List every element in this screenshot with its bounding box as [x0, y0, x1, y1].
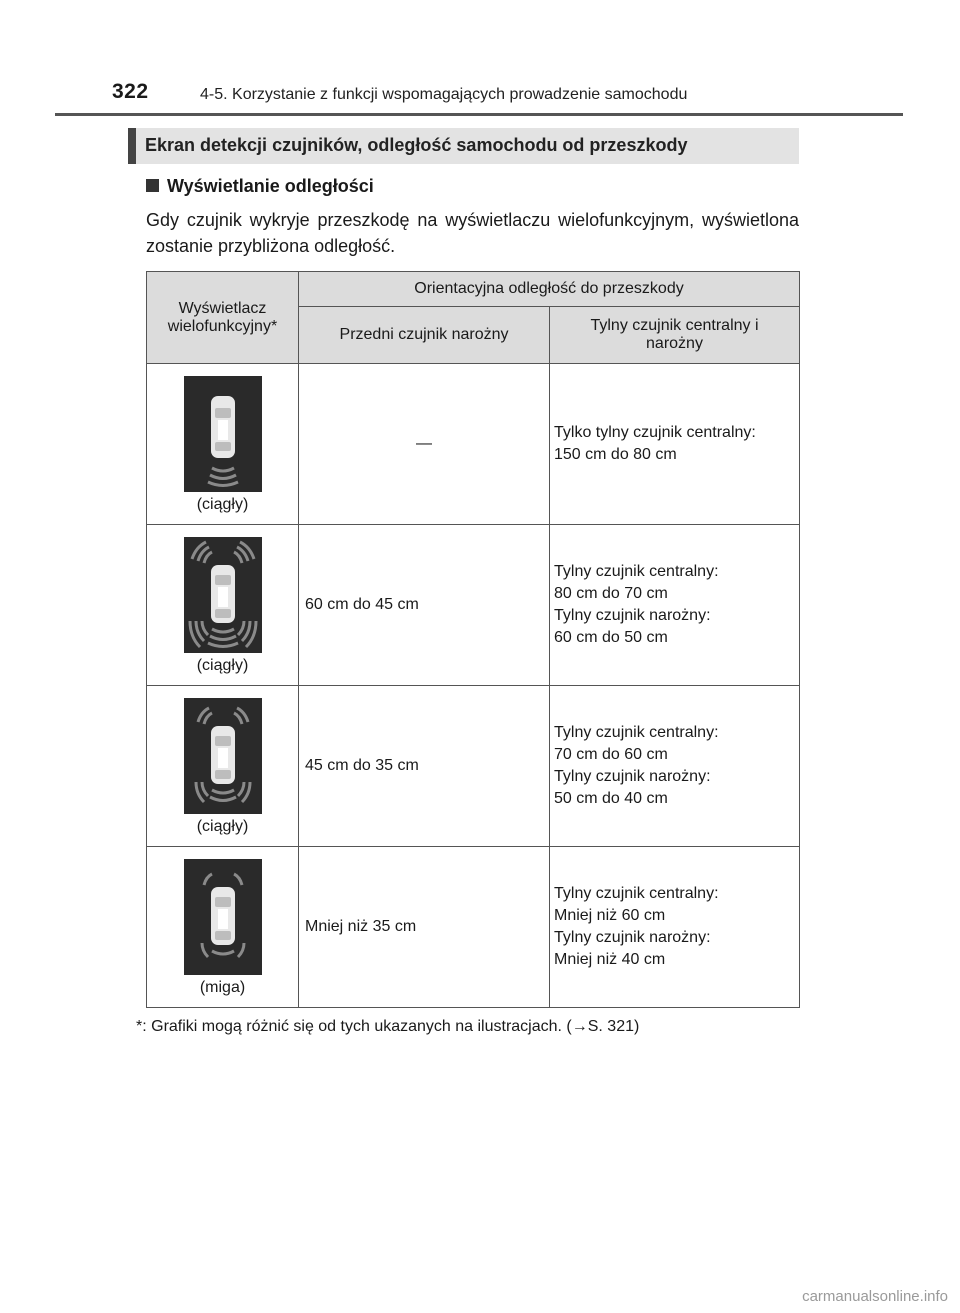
section-marker	[128, 128, 136, 164]
rear-line: Tylny czujnik narożny:	[554, 929, 711, 946]
header-distance: Orientacyjna odległość do przeszkody	[299, 272, 800, 307]
section-title: Ekran detekcji czujników, odległość samochodu od przeszkody	[145, 135, 688, 155]
rear-line: Tylny czujnik centralny:	[554, 885, 719, 902]
rear-line: 150 cm do 80 cm	[554, 446, 677, 463]
running-head: 4-5. Korzystanie z funkcji wspomagających prowadzenie samochodu	[200, 86, 688, 103]
rear-sensor-value	[550, 364, 800, 525]
rear-line: 80 cm do 70 cm	[554, 585, 668, 602]
rear-line: Tylko tylny czujnik centralny:	[554, 424, 756, 441]
rear-line: 50 cm do 40 cm	[554, 790, 668, 807]
car-display-rear-center-icon	[184, 376, 262, 492]
footnote: *: Grafiki mogą różnić się od tych ukazanych na ilustracjach. (→S. 321)	[136, 1018, 640, 1035]
header-display: Wyświetlacz wielofunkcyjny*	[147, 272, 299, 364]
rear-line: Tylny czujnik centralny:	[554, 724, 719, 741]
display-caption: (miga)	[199, 979, 246, 996]
header-rear-sensor-text: Tylny czujnik centralny i narożny	[590, 317, 759, 352]
subsection-heading	[146, 176, 374, 197]
section-heading-bar	[128, 128, 799, 164]
page-number: 322	[112, 80, 149, 103]
rear-line: Tylny czujnik centralny:	[554, 563, 719, 580]
rear-line: 60 cm do 50 cm	[554, 629, 668, 646]
display-cell	[147, 686, 299, 847]
rear-line: Mniej niż 40 cm	[554, 951, 666, 968]
table-row	[147, 686, 800, 847]
body-paragraph: Gdy czujnik wykryje przeszkodę na wyświetlaczu wielofunkcyjnym, wyświetlona zostanie przybliżona odległość.	[146, 210, 799, 256]
display-caption: (ciągły)	[196, 657, 249, 674]
watermark: carmanualsonline.info	[802, 1288, 948, 1305]
subsection-title: Wyświetlanie odległości	[167, 176, 374, 196]
rear-line: Mniej niż 60 cm	[554, 907, 666, 924]
display-cell	[147, 525, 299, 686]
header-divider	[55, 113, 903, 116]
rear-line: Tylny czujnik narożny:	[554, 768, 711, 785]
front-sensor-value: 45 cm do 35 cm	[299, 686, 550, 847]
display-cell	[147, 364, 299, 525]
table-row	[147, 364, 800, 525]
header-front-sensor: Przedni czujnik narożny	[299, 307, 550, 364]
square-bullet-icon	[146, 179, 159, 192]
table-row	[147, 847, 800, 1008]
car-display-all-sensors-mid-icon	[184, 698, 262, 814]
display-cell	[147, 847, 299, 1008]
rear-sensor-value	[550, 525, 800, 686]
rear-line: 70 cm do 60 cm	[554, 746, 668, 763]
display-caption: (ciągły)	[196, 818, 249, 835]
display-caption: (ciągły)	[196, 496, 249, 513]
front-sensor-value: —	[299, 364, 550, 525]
front-sensor-value: Mniej niż 35 cm	[299, 847, 550, 1008]
rear-sensor-value	[550, 847, 800, 1008]
front-sensor-value: 60 cm do 45 cm	[299, 525, 550, 686]
car-display-all-sensors-far-icon	[184, 537, 262, 653]
distance-table	[146, 271, 800, 1008]
rear-sensor-value	[550, 686, 800, 847]
header-rear-sensor	[550, 307, 800, 364]
rear-line: Tylny czujnik narożny:	[554, 607, 711, 624]
car-display-all-sensors-near-icon	[184, 859, 262, 975]
table-row	[147, 525, 800, 686]
